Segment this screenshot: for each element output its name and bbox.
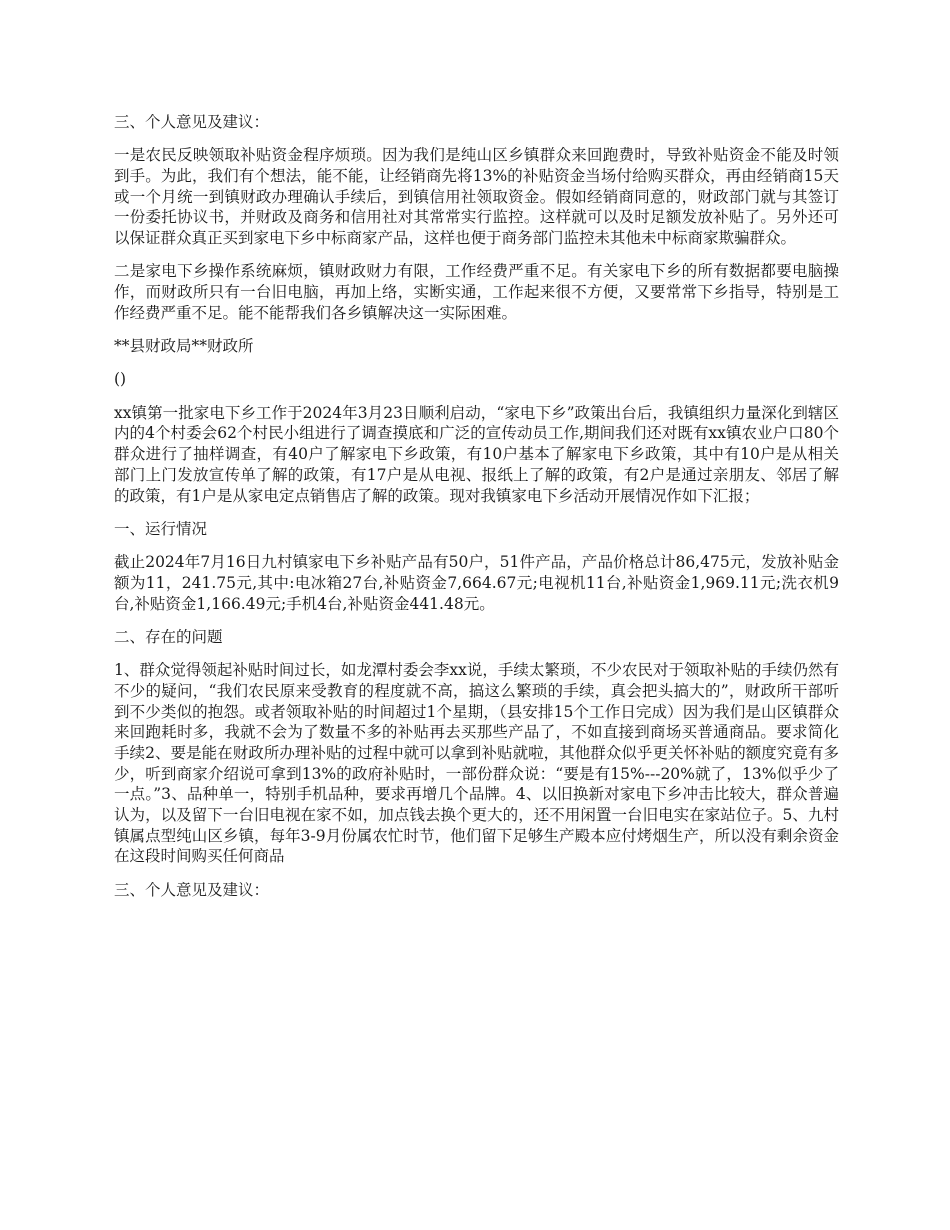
paragraph-intro-report: xx镇第一批家电下乡工作于2024年3月23日顺利启动，“家电下乡”政策出台后，我镇组织力量深化到辖区内的4个村委会62个村民小组进行了调查摸底和广泛的宣传动员工作,期间我们还对既有xx镇农业户口80个群众进行了抽样调查，有40户了解家电下乡政策，有10户基本了解家电下乡政策，其中有10户是从相关部门上门发放宣传单了解的政策，有17户是从电视、报纸上了解的政策，有2户是通过亲朋友、邻居了解的政策，有1户是从家电定点销售店了解的政策。现对我镇家电下乡活动开展情况作如下汇报； bbox=[114, 403, 839, 505]
paragraph-operation-stats: 截止2024年7月16日九村镇家电下乡补贴产品有50户，51件产品，产品价格总计86,475元，发放补贴金额为11，241.75元,其中:电冰箱27台,补贴资金7,664.67元;电视机11台,补贴资金1,969.11元;洗衣机9台,补贴资金1,166.49元;手机4台,补贴资金441.48元。 bbox=[114, 553, 839, 613]
section-heading-suggestions: 三、个人意见及建议： bbox=[114, 113, 270, 131]
section-heading-operation: 一、运行情况 bbox=[114, 519, 208, 538]
section-heading-problems: 二、存在的问题 bbox=[114, 627, 223, 646]
paragraph-suggestion-two: 二是家电下乡操作系统麻烦，镇财政财力有限，工作经费严重不足。有关家电下乡的所有数据都要电脑操作，而财政所只有一台旧电脑，再加上络，实断实通，工作起来很不方便，又要常常下乡指导，特别是工作经费严重不足。能不能帮我们各乡镇解决这一实际困难。 bbox=[114, 262, 839, 322]
empty-parentheses: () bbox=[114, 370, 127, 389]
document-page bbox=[114, 112, 839, 913]
paragraph-suggestion-one: 一是农民反映领取补贴资金程序烦琐。因为我们是纯山区乡镇群众来回跑费时，导致补贴资金不能及时领到手。为此，我们有个想法，能不能，让经销商先将13%的补贴资金当场付给购买群众，再由经销商15天或一个月统一到镇财政办理确认手续后，到镇信用社领取资金。假如经销商同意的，财政部门就与其签订一份委托协议书，并财政及商务和信用社对其常常实行监控。这样就可以及时足额发放补贴了。另外还可以保证群众真正买到家电下乡中标商家产品，这样也便于商务部门监控未其他未中标商家欺骗群众。 bbox=[114, 146, 839, 248]
paragraph-problems-list: 1、群众觉得领起补贴时间过长，如龙潭村委会李xx说，手续太繁琐，不少农民对于领取补贴的手续仍然有不少的疑问，“我们农民原来受教育的程度就不高，搞这么繁琐的手续，真会把头搞大的”，财政所干部听到不少类似的抱怨。或者领取补贴的时间超过1个星期，（县安排15个工作日完成）因为我们是山区镇群众来回跑耗时多，我就不会为了数量不多的补贴再去买那些产品了，不如直接到商场买普通商品。要求简化手续2、要是能在财政所办理补贴的过程中就可以拿到补贴就啦，其他群众似乎更关怀补贴的额度究竟有多少，听到商家介绍说可拿到13%的政府补贴时，一部份群众说：“要是有15%---20%就了，13%似乎少了一点。”3、品种单一，特别手机品种，要求再增几个品牌。4、以旧换新对家电下乡冲击比较大，群众普遍认为，以及留下一台旧电视在家不如，加点钱去换个更大的，还不用闲置一台旧电实在家站位子。5、九村镇属点型纯山区乡镇，每年3-9月份属农忙时节，他们留下足够生产殿本应付烤烟生产，所以没有剩余资金在这段时间购买任何商品 bbox=[114, 661, 839, 866]
section-heading-suggestions-repeat: 三、个人意见及建议： bbox=[114, 880, 270, 899]
signature-line: **县财政局**财政所 bbox=[114, 337, 254, 356]
